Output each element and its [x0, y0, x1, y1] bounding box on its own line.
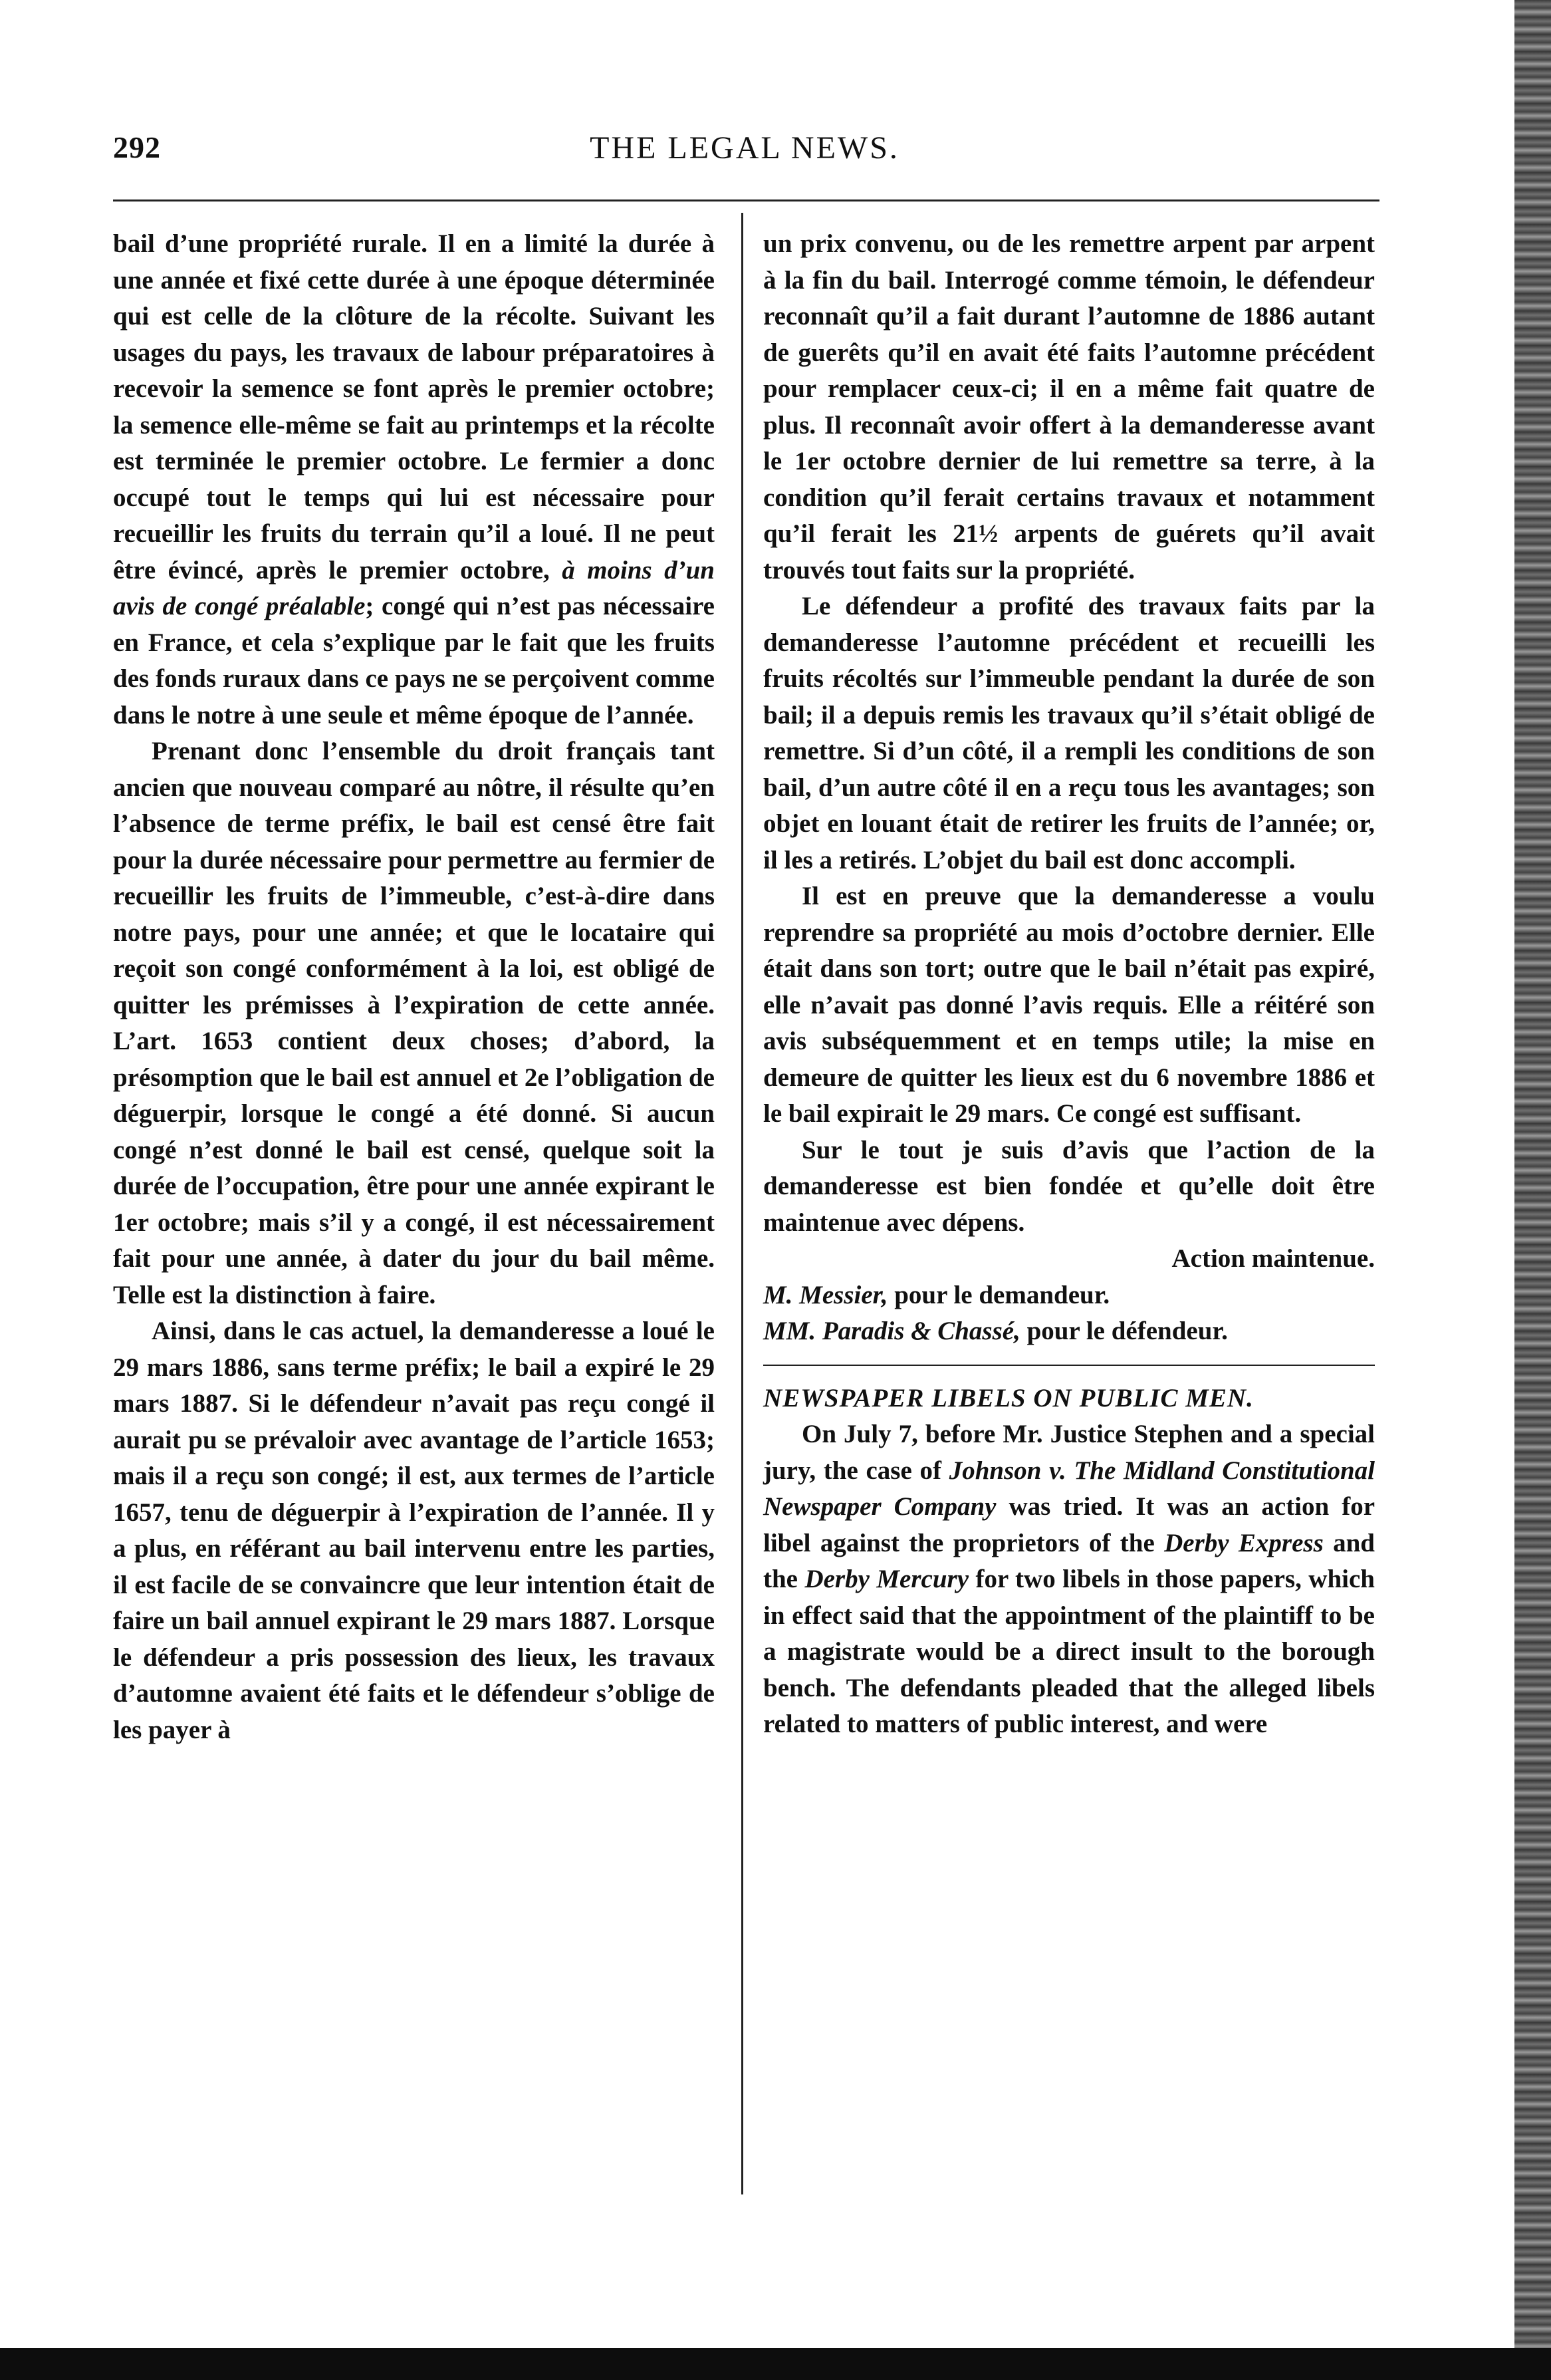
page-header — [113, 130, 1376, 190]
counsel-name: M. Messier, — [763, 1280, 888, 1309]
newspaper-name: Derby Mercury — [804, 1565, 969, 1593]
section-title: NEWSPAPER LIBELS ON PUBLIC MEN. — [763, 1383, 1254, 1412]
counsel-line — [763, 1277, 1375, 1314]
paragraph: Prenant donc l’ensemble du droit français tant ancien que nouveau comparé au nôtre, il résulte qu’en l’absence de terme préfix, le bail est censé être fait pour la durée nécessaire pour permettre au fermier de recueillir les fruits de l’immeuble, c’est-à-dire dans notre pays, pour une année; et que le locataire qui reçoit son congé conformément à la loi, est obligé de quitter les prémisses à l’expiration de cette année. L’art. 1653 contient deux choses; d’abord, la présomption que le bail est annuel et 2e l’obligation de déguerpir, lorsque le congé a été donné. Si aucun congé n’est donné le bail est censé, quelque soit la durée de l’occupation, être pour une année expirant le 1er octobre; mais s’il y a congé, il est nécessairement fait pour une année, à dater du jour du bail même. Telle est la distinction à faire. — [113, 737, 715, 1309]
paragraph: Sur le tout je suis d’avis que l’action de la demanderesse est bien fondée et qu’elle doit être maintenue avec dépens. — [763, 1135, 1375, 1237]
header-rule — [113, 199, 1379, 201]
right-column — [763, 226, 1375, 1743]
paragraph-text: On July 7, before Mr. Justice Stephen and a special jury, the case of — [763, 1420, 1375, 1485]
paragraph — [763, 1416, 1375, 1743]
paragraph: Le défendeur a profité des travaux faits par la demanderesse l’automne précédent et recueilli les fruits récoltés sur l’immeuble pendant la durée de son bail; il a depuis remis les travaux qu’il s’était obligé de remettre. Si d’un côté, il a rempli les conditions de son bail, d’un autre côté il en a reçu tous les avantages; son objet en louant était de retirer les fruits de l’année; or, il les a retirés. L’objet du bail est donc accompli. — [763, 592, 1375, 874]
section-rule — [763, 1365, 1375, 1366]
newspaper-name: Derby Express — [1164, 1528, 1324, 1557]
emphasis-text: à moins d’un avis de congé préalable — [113, 555, 715, 620]
paragraph — [113, 226, 715, 733]
counsel-line — [763, 1313, 1375, 1350]
counsel-role: pour le demandeur. — [888, 1280, 1110, 1309]
left-column — [113, 226, 715, 1748]
paragraph: Ainsi, dans le cas actuel, la demanderesse a loué le 29 mars 1886, sans terme préfix; le bail a expiré le 29 mars 1887. Si le défendeur n’avait pas reçu congé il aurait pu se prévaloir avec avantage de l’article 1653; mais il a reçu son congé; il est, aux termes de l’article 1657, tenu de déguerpir à l’expiration de l’année. Il y a plus, en référant au bail intervenu entre les parties, il est facile de se convaincre que leur intention était de faire un bail annuel expirant le 29 mars 1887. Lorsque le défendeur a pris possession des lieux, les travaux d’automne avaient été faits et le défendeur s’oblige de les payer à — [113, 1317, 715, 1744]
paragraph-text: ; congé qui n’est pas nécessaire en France, et cela s’explique par le fait que les fruits des fonds ruraux dans ce pays ne se perçoivent comme dans le notre à une seule et même époque de l’année. — [113, 592, 715, 729]
scan-bottom-artifact — [0, 2348, 1551, 2380]
paragraph-text: bail d’une propriété rurale. Il en a limité la durée à une année et fixé cette durée à une époque déterminée qui est celle de la clôture de la récolte. Suivant les usages du pays, les travaux de labour préparatoires à recevoir la semence se font après le premier octobre; la semence elle-même se fait au printemps et la récolte est terminée le premier octobre. Le fermier a donc occupé tout le temps qui lui est nécessaire pour recueillir les fruits du terrain qu’il a loué. Il ne peut être évincé, après le premier octobre, — [113, 229, 715, 585]
column-divider — [741, 213, 743, 2194]
counsel-name: MM. Paradis & Chassé, — [763, 1317, 1020, 1345]
case-name: Johnson v. The Midland Constitutional Newspaper Company — [763, 1456, 1375, 1521]
paragraph-text: for two libels in those papers, which in effect said that the appointment of the plaintiff to be a magistrate would be a direct insult to the borough bench. The defendants pleaded that the alleged libels related to matters of public interest, and were — [763, 1565, 1375, 1738]
counsel-role: pour le défendeur. — [1020, 1317, 1228, 1345]
page-number: 292 — [113, 130, 161, 164]
ruling: Action maintenue. — [1171, 1244, 1375, 1273]
paragraph: un prix convenu, ou de les remettre arpent par arpent à la fin du bail. Interrogé comme témoin, le défendeur reconnaît qu’il a fait durant l’automne de 1886 autant de guerêts qu’il en avait été faits l’automne précédent pour remplacer ceux-ci; il en a même fait quatre de plus. Il reconnaît avoir offert à la demanderesse avant le 1er octobre dernier de lui remettre sa terre, à la condition qu’il ferait certains travaux et notamment qu’il ferait les 21½ arpents de guérets qu’il avait trouvés tout faits sur la propriété. — [763, 229, 1375, 585]
paragraph-text: and the — [763, 1528, 1375, 1593]
scan-edge-artifact — [1514, 0, 1551, 2380]
paragraph: Il est en preuve que la demanderesse a voulu reprendre sa propriété au mois d’octobre dernier. Elle était dans son tort; outre que le bail n’était pas expiré, elle n’avait pas donné l’avis requis. Elle a réitéré son avis subséquemment et en temps utile; la mise en demeure de quitter les lieux est du 6 novembre 1886 et le bail expirait le 29 mars. Ce congé est suffisant. — [763, 882, 1375, 1128]
running-title: THE LEGAL NEWS. — [590, 130, 899, 166]
paragraph-text: was tried. It was an action for libel against the proprietors of the — [763, 1492, 1375, 1557]
